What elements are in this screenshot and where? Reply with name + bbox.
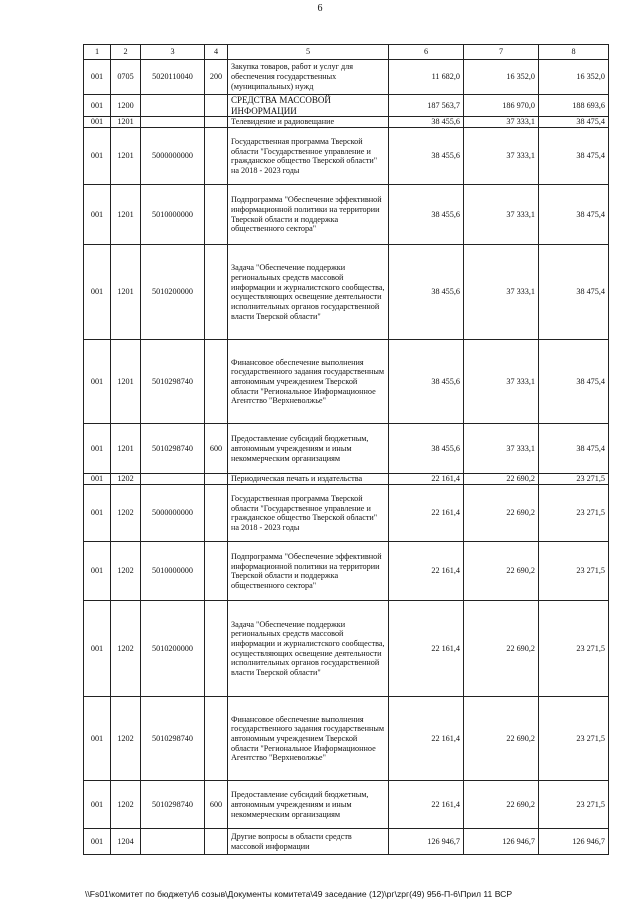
cell-type	[205, 340, 228, 424]
footer-file-path: \\Fs01\комитет по бюджету\6 созыв\Документы комитета\49 заседание (12)\рг\zрг(49) 956-П-6\Прил 11 ВСР	[85, 889, 513, 899]
cell-type: 600	[205, 424, 228, 474]
cell-amount-2: 37 333,1	[464, 245, 539, 340]
cell-amount-2: 22 690,2	[464, 474, 539, 485]
page-number: 6	[317, 3, 323, 14]
header-cell: 2	[111, 45, 141, 60]
cell-amount-3: 23 271,5	[539, 474, 609, 485]
cell-type	[205, 95, 228, 117]
cell-type	[205, 542, 228, 601]
table-row	[84, 95, 609, 117]
cell-description: Закупка товаров, работ и услуг для обеспечения государственных (муниципальных) нужд	[228, 60, 389, 95]
table-row	[84, 542, 609, 601]
cell-amount-3: 38 475,4	[539, 245, 609, 340]
cell-amount-2: 37 333,1	[464, 340, 539, 424]
cell-section: 1201	[111, 424, 141, 474]
cell-target: 5010200000	[141, 601, 205, 697]
table-header-row	[84, 45, 609, 60]
cell-target: 5010298740	[141, 340, 205, 424]
cell-section: 1202	[111, 474, 141, 485]
cell-amount-1: 22 161,4	[389, 485, 464, 542]
budget-table	[83, 44, 609, 855]
cell-description: Предоставление субсидий бюджетным, автономным учреждениям и иным некоммерческим организациям	[228, 781, 389, 829]
cell-amount-1: 38 455,6	[389, 117, 464, 128]
cell-code: 001	[84, 781, 111, 829]
cell-code: 001	[84, 542, 111, 601]
cell-code: 001	[84, 340, 111, 424]
cell-amount-3: 16 352,0	[539, 60, 609, 95]
table-row	[84, 781, 609, 829]
cell-code: 001	[84, 424, 111, 474]
cell-section: 1200	[111, 95, 141, 117]
cell-amount-2: 37 333,1	[464, 128, 539, 185]
cell-target	[141, 117, 205, 128]
cell-amount-2: 37 333,1	[464, 424, 539, 474]
cell-section: 1201	[111, 340, 141, 424]
cell-description: Государственная программа Тверской области "Государственное управление и гражданское общество Тверской области" на 2018 - 2023 годы	[228, 485, 389, 542]
table-row	[84, 117, 609, 128]
cell-type: 200	[205, 60, 228, 95]
cell-type	[205, 185, 228, 245]
table-row	[84, 185, 609, 245]
cell-amount-1: 38 455,6	[389, 185, 464, 245]
cell-section: 1202	[111, 542, 141, 601]
table-row	[84, 340, 609, 424]
cell-target: 5000000000	[141, 485, 205, 542]
cell-amount-2: 186 970,0	[464, 95, 539, 117]
cell-amount-1: 38 455,6	[389, 424, 464, 474]
cell-amount-3: 188 693,6	[539, 95, 609, 117]
cell-amount-1: 38 455,6	[389, 340, 464, 424]
cell-amount-3: 23 271,5	[539, 542, 609, 601]
cell-amount-3: 38 475,4	[539, 128, 609, 185]
cell-section: 1201	[111, 245, 141, 340]
table-row	[84, 245, 609, 340]
cell-amount-3: 23 271,5	[539, 485, 609, 542]
cell-amount-3: 38 475,4	[539, 117, 609, 128]
cell-amount-2: 16 352,0	[464, 60, 539, 95]
cell-code: 001	[84, 697, 111, 781]
cell-section: 1202	[111, 781, 141, 829]
cell-code: 001	[84, 474, 111, 485]
cell-amount-2: 22 690,2	[464, 485, 539, 542]
cell-type	[205, 474, 228, 485]
cell-description: Подпрограмма "Обеспечение эффективной информационной политики на территории Тверской области и поддержка общественного сектора"	[228, 542, 389, 601]
cell-amount-2: 22 690,2	[464, 601, 539, 697]
header-cell: 5	[228, 45, 389, 60]
header-cell: 1	[84, 45, 111, 60]
cell-target: 5000000000	[141, 128, 205, 185]
cell-description: СРЕДСТВА МАССОВОЙ ИНФОРМАЦИИ	[228, 95, 389, 117]
cell-description: Задача "Обеспечение поддержки региональных средств массовой информации и журналистского сообщества, осуществляющих освещение деятельности исполнительных органов государственной власти Тверской области"	[228, 601, 389, 697]
cell-amount-1: 22 161,4	[389, 601, 464, 697]
cell-code: 001	[84, 601, 111, 697]
cell-amount-2: 37 333,1	[464, 185, 539, 245]
cell-description: Финансовое обеспечение выполнения государственного задания государственным автономным учреждением Тверской области "Региональное Информационное Агентство "Верхневолжье"	[228, 340, 389, 424]
header-cell: 3	[141, 45, 205, 60]
cell-code: 001	[84, 60, 111, 95]
table-row	[84, 128, 609, 185]
cell-section: 0705	[111, 60, 141, 95]
table-row	[84, 60, 609, 95]
header-cell: 4	[205, 45, 228, 60]
cell-target: 5010200000	[141, 245, 205, 340]
cell-description: Телевидение и радиовещание	[228, 117, 389, 128]
cell-code: 001	[84, 128, 111, 185]
cell-target: 5010000000	[141, 185, 205, 245]
cell-target: 5010000000	[141, 542, 205, 601]
cell-target: 5010298740	[141, 424, 205, 474]
header-cell: 7	[464, 45, 539, 60]
cell-code: 001	[84, 95, 111, 117]
cell-code: 001	[84, 829, 111, 855]
cell-type	[205, 697, 228, 781]
cell-amount-1: 22 161,4	[389, 697, 464, 781]
cell-type	[205, 117, 228, 128]
cell-amount-1: 22 161,4	[389, 781, 464, 829]
cell-amount-3: 38 475,4	[539, 185, 609, 245]
cell-type	[205, 245, 228, 340]
cell-amount-1: 22 161,4	[389, 474, 464, 485]
cell-type	[205, 601, 228, 697]
cell-amount-2: 37 333,1	[464, 117, 539, 128]
table-row	[84, 485, 609, 542]
cell-section: 1201	[111, 128, 141, 185]
cell-section: 1201	[111, 185, 141, 245]
cell-amount-1: 38 455,6	[389, 245, 464, 340]
cell-target	[141, 95, 205, 117]
cell-section: 1201	[111, 117, 141, 128]
cell-amount-3: 23 271,5	[539, 781, 609, 829]
cell-amount-1: 38 455,6	[389, 128, 464, 185]
cell-section: 1202	[111, 485, 141, 542]
cell-code: 001	[84, 245, 111, 340]
cell-amount-3: 38 475,4	[539, 424, 609, 474]
cell-amount-2: 22 690,2	[464, 697, 539, 781]
cell-section: 1204	[111, 829, 141, 855]
cell-amount-1: 126 946,7	[389, 829, 464, 855]
header-cell: 8	[539, 45, 609, 60]
cell-target: 5010298740	[141, 697, 205, 781]
cell-amount-2: 22 690,2	[464, 781, 539, 829]
cell-amount-3: 23 271,5	[539, 601, 609, 697]
cell-code: 001	[84, 485, 111, 542]
cell-amount-3: 38 475,4	[539, 340, 609, 424]
cell-description: Периодическая печать и издательства	[228, 474, 389, 485]
table-body	[84, 45, 609, 855]
cell-target: 5020110040	[141, 60, 205, 95]
cell-target	[141, 829, 205, 855]
table-row	[84, 697, 609, 781]
cell-section: 1202	[111, 697, 141, 781]
cell-description: Задача "Обеспечение поддержки региональных средств массовой информации и журналистского сообщества, осуществляющих освещение деятельности исполнительных органов государственной власти Тверской области"	[228, 245, 389, 340]
cell-type: 600	[205, 781, 228, 829]
table-row	[84, 474, 609, 485]
cell-type	[205, 128, 228, 185]
cell-amount-1: 11 682,0	[389, 60, 464, 95]
cell-type	[205, 829, 228, 855]
cell-amount-1: 187 563,7	[389, 95, 464, 117]
table-row	[84, 601, 609, 697]
cell-type	[205, 485, 228, 542]
cell-target	[141, 474, 205, 485]
header-cell: 6	[389, 45, 464, 60]
cell-description: Государственная программа Тверской области "Государственное управление и гражданское общество Тверской области" на 2018 - 2023 годы	[228, 128, 389, 185]
table-row	[84, 424, 609, 474]
cell-amount-3: 126 946,7	[539, 829, 609, 855]
cell-amount-3: 23 271,5	[539, 697, 609, 781]
cell-description: Финансовое обеспечение выполнения государственного задания государственным автономным учреждением Тверской области "Региональное Информационное Агентство "Верхневолжье"	[228, 697, 389, 781]
cell-description: Предоставление субсидий бюджетным, автономным учреждениям и иным некоммерческим организациям	[228, 424, 389, 474]
cell-amount-2: 126 946,7	[464, 829, 539, 855]
cell-target: 5010298740	[141, 781, 205, 829]
cell-amount-1: 22 161,4	[389, 542, 464, 601]
cell-code: 001	[84, 117, 111, 128]
cell-amount-2: 22 690,2	[464, 542, 539, 601]
table-row	[84, 829, 609, 855]
cell-description: Другие вопросы в области средств массовой информации	[228, 829, 389, 855]
cell-description: Подпрограмма "Обеспечение эффективной информационной политики на территории Тверской области и поддержка общественного сектора"	[228, 185, 389, 245]
cell-code: 001	[84, 185, 111, 245]
cell-section: 1202	[111, 601, 141, 697]
